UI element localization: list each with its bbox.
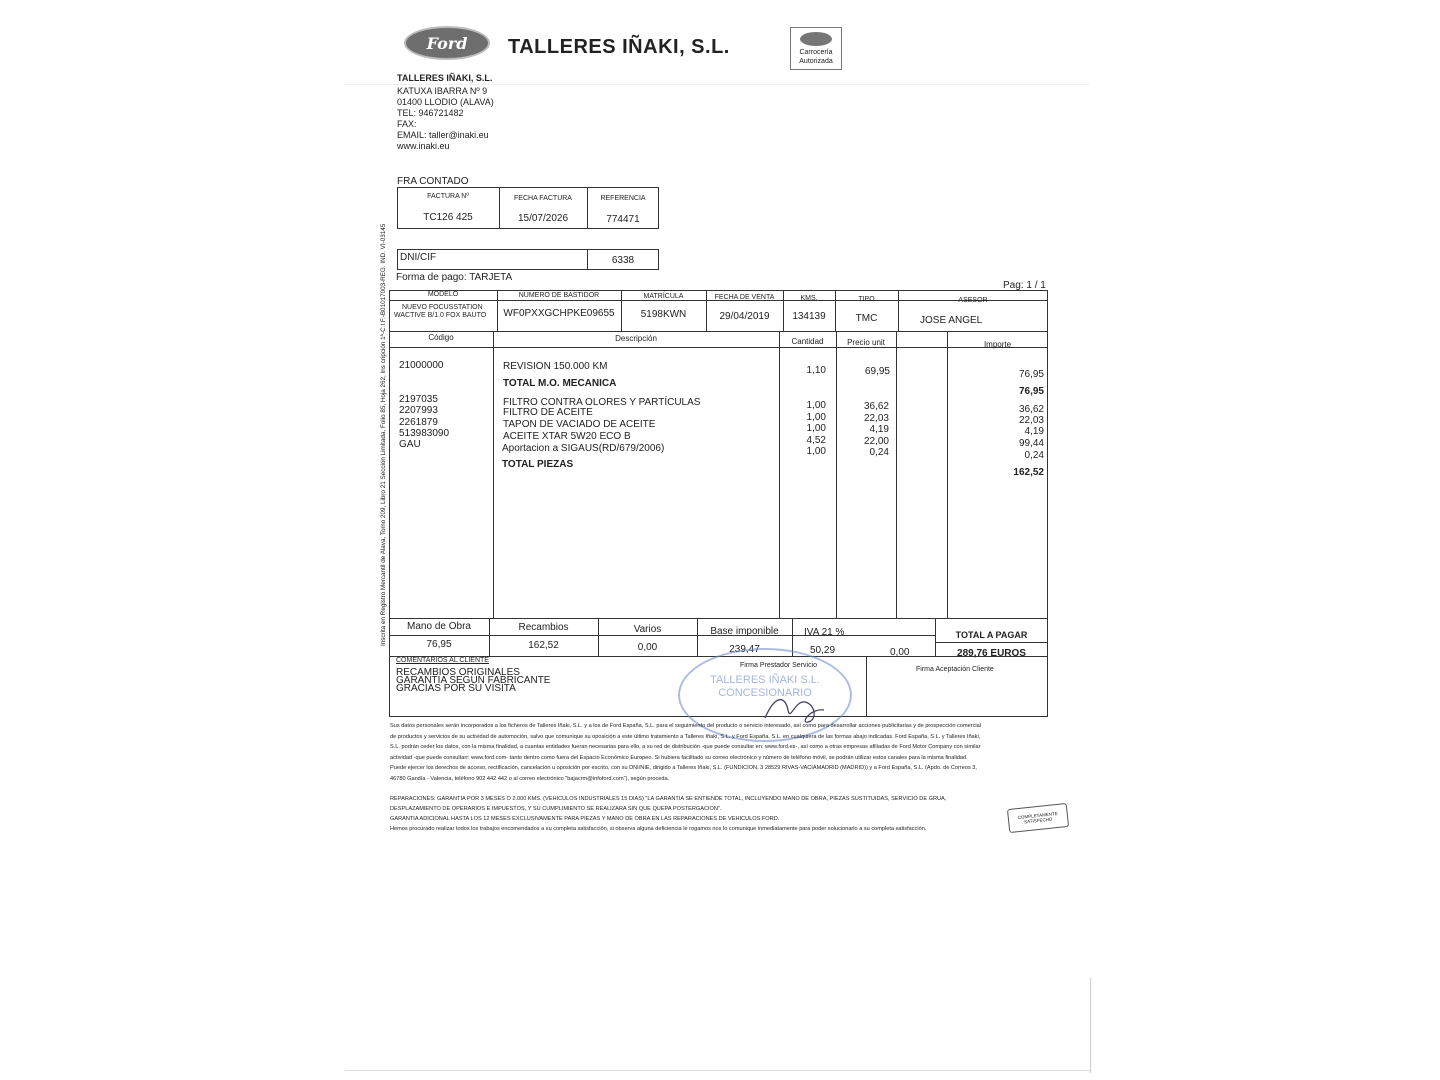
labor-total-label: TOTAL M.O. MECANICA (503, 378, 617, 389)
part-desc: TAPON DE VACIADO DE ACEITE (503, 419, 656, 430)
signature-provider-label: Firma Prestador Servicio (740, 662, 818, 669)
vehicle-model-line1: NUEVO FOCUSSTATION (402, 304, 483, 311)
labor-code: 21000000 (399, 360, 444, 371)
privacy-line: de productos y servicios de su actividad de automoción, salvo que comunique su oposición a este último tratamiento a Talleres Iñaki, S.L. y Ford España, S.L. en cualquiera de las formas abajo indicadas. Ford España, S.L. y Talleres Iñaki, (390, 733, 981, 740)
vehicle-header-model: MODELO (427, 291, 459, 298)
invoice-number: TC126 425 (423, 212, 473, 223)
vehicle-header-kms: KMS. (800, 295, 818, 302)
warranty-line: DESPLAZAMIENTO DE OPERARIOS E IMPUESTOS, Y SU CUMPLIMIENTO SE REALIZARA SIN QUE QUEPA POSTERGACION". (390, 806, 722, 812)
vehicle-sale-date: 29/04/2019 (719, 311, 770, 322)
labor-qty: 1,10 (806, 365, 826, 376)
vehicle-advisor: JOSE ANGEL (920, 315, 983, 326)
comments-line2: GARANTIA SEGUN FABRICANTE (396, 675, 551, 686)
lines-header-price: Precio unit (847, 338, 885, 347)
dni-value: 6338 (611, 255, 635, 266)
scan-edge (345, 1070, 1090, 1071)
part-code: GAU (399, 439, 421, 450)
satisfaction-stamp (1007, 803, 1069, 833)
part-amount: 99,44 (1018, 438, 1044, 449)
invoice-ref-header: REFERENCIA (600, 195, 646, 202)
company-city: 01400 LLODIO (ALAVA) (397, 97, 494, 107)
part-desc: FILTRO CONTRA OLORES Y PARTÍCULAS (503, 397, 701, 408)
privacy-line: Sus datos personales serán incorporados a los ficheros de Talleres Iñaki, S.L. y a los de Ford España, S.L. para el seguimiento del producto o servicio interesado, así como para desarrollar acciones publicitarias y de prospección comercial (390, 723, 981, 729)
part-amount: 4,19 (1024, 426, 1044, 437)
vehicle-plate: 5198KWN (640, 309, 687, 320)
part-qty: 1,00 (806, 423, 826, 434)
totals-header-misc: Varios (633, 624, 662, 635)
lines-header-desc: Descripción (615, 334, 657, 343)
comments-label: COMENTARIOS AL CLIENTE (396, 657, 489, 664)
ford-badge-icon (800, 32, 832, 46)
part-amount: 0,24 (1024, 450, 1044, 461)
invoice-date-header: FECHA FACTURA (514, 195, 572, 202)
totals-labor: 76,95 (426, 639, 452, 650)
part-desc: Aportacion a SIGAUS(RD/679/2006) (502, 443, 665, 454)
company-title: TALLERES IÑAKI, S.L. (508, 36, 730, 58)
company-web: www.inaki.eu (397, 141, 450, 151)
part-qty: 4,52 (806, 435, 826, 446)
vehicle-type: TMC (855, 313, 878, 324)
totals-header-base: Base imponible (710, 626, 779, 637)
badge-line1: Carrocería (799, 49, 833, 56)
satisfaction-stamp-text: COMPLETAMENTE SATISFECHO (1017, 810, 1058, 825)
part-price: 4,19 (869, 424, 889, 435)
totals-header-vat: IVA 21 % (804, 627, 845, 638)
part-amount: 22,03 (1018, 415, 1044, 426)
labor-amount: 76,95 (1018, 369, 1044, 380)
invoice-date: 15/07/2026 (517, 213, 569, 224)
part-code: 2207993 (399, 405, 438, 416)
stamp-text: TALLERES IÑAKI S.L. CONCESIONARIO (710, 674, 820, 699)
vehicle-header-advisor: ASESOR (958, 297, 988, 304)
comments-line1: RECAMBIOS ORIGINALES (396, 667, 520, 678)
totals-misc: 0,00 (637, 642, 658, 653)
company-tel: TEL: 946721482 (397, 108, 464, 118)
invoice-ref: 774471 (606, 214, 640, 225)
totals-base: 239,47 (729, 644, 760, 655)
scan-edge (345, 84, 1090, 85)
vehicle-header-plate: MATRÍCULA (643, 293, 684, 300)
part-desc: FILTRO DE ACEITE (503, 407, 593, 418)
vehicle-header-vin: NÚMERO DE BASTIDOR (518, 292, 600, 299)
signature-client-label: Firma Aceptación Cliente (916, 666, 994, 673)
vehicle-vin: WF0PXXGCHPKE09655 (503, 308, 615, 319)
part-price: 22,03 (863, 413, 889, 424)
dni-label: DNI/CIF (400, 252, 437, 263)
comments-line3: GRACIAS POR SU VISITA (396, 683, 516, 694)
company-address: KATUXA IBARRA Nº 9 (397, 86, 488, 96)
page-number: Pag: 1 / 1 (1003, 280, 1046, 291)
privacy-notice (390, 721, 1040, 784)
totals-grand-total: 289,76 EUROS (957, 648, 1026, 659)
labor-desc: REVISION 150.000 KM (503, 361, 608, 372)
part-code: 2261879 (399, 417, 438, 428)
payment-method: Forma de pago: TARJETA (396, 272, 513, 283)
parts-total: 162,52 (1013, 467, 1044, 478)
privacy-line: Puede ejercer los derechos de acceso, rectificación, cancelación u oposición por escrito, con su DNI/NIE, dirigido a Talleres Iñaki, S.L. (FUNDICION, 3 28529 RIVAS-VACIAMADRID (MADRID)) y a Ford España, S.L. (Apdo. de Correos 3, (390, 765, 977, 771)
part-qty: 1,00 (806, 400, 826, 411)
warranty-notice (390, 794, 1010, 834)
part-qty: 1,00 (806, 446, 826, 457)
warranty-line: Hemos procurado realizar todos los trabajos encomendados a su completa satisfacción, si observa alguna deficiencia le rogamos nos lo comunique inmediatamente para poder solucionarlo a su completa satisfacción. (390, 826, 927, 832)
part-code: 2197035 (399, 394, 438, 405)
part-price: 0,24 (869, 447, 889, 458)
company-email: EMAIL: taller@inaki.eu (397, 130, 489, 140)
totals-header-total: TOTAL A PAGAR (955, 630, 1028, 640)
part-qty: 1,00 (806, 412, 826, 423)
company-name: TALLERES IÑAKI, S.L. (397, 73, 493, 83)
invoice-type: FRA CONTADO (397, 176, 469, 187)
vehicle-model-line2: WACTIVE B/1.0 FOX BAUTO (394, 312, 487, 319)
privacy-line: S.L. podrán ceder los datos, con la misma finalidad, a cuantas entidades fueran necesarias para ello, a su red de distribución -que puede consultar en: www.ford.es-, así como a otras empresas afiliadas de Ford Motor Company con similar (390, 744, 981, 750)
lines-header-qty: Cantidad (791, 337, 824, 346)
parts-total-label: TOTAL PIEZAS (502, 459, 574, 470)
labor-price: 69,95 (864, 366, 890, 377)
part-amount: 36,62 (1018, 404, 1044, 415)
company-fax: FAX: (397, 119, 417, 129)
bodyshop-badge (790, 27, 842, 70)
totals-extra: 0,00 (890, 647, 910, 658)
vehicle-kms: 134139 (792, 311, 826, 322)
lines-header-amount: Importe (983, 340, 1012, 349)
vehicle-header-sale-date: FECHA DE VENTA (714, 294, 775, 301)
scan-edge (1090, 978, 1091, 1073)
totals-vat: 50,29 (810, 645, 836, 656)
part-price: 22,00 (863, 436, 889, 447)
ford-logo: Ford (404, 26, 490, 60)
totals-parts: 162,52 (528, 640, 559, 651)
privacy-line: actividad -que puede consultarr: www.ford.com- tanto dentro como fuera del Espacio Económico Europeo. Si hubiera facilitado su correo electrónico y número de teléfono móvil, se podrán utilizar estos canales para la misma finalidad. (390, 754, 968, 761)
totals-header-parts: Recambios (518, 622, 569, 633)
part-desc: ACEITE XTAR 5W20 ECO B (503, 431, 631, 442)
totals-header-labor: Mano de Obra (407, 621, 471, 632)
vehicle-header-type: TIPO (858, 296, 875, 303)
invoice-number-header: FACTURA Nº (427, 193, 469, 200)
badge-line2: Autorizada (799, 58, 833, 65)
registry-text: Inscrita en Registro Mercantil de Alava, Tomo 209, Libro 21 Sección Limitada, Folio 85, Hoja 262, Ins cripción 1ª-C.I.F.-B01017003-REG. IND. VI-03145 (380, 223, 387, 646)
part-price: 36,62 (863, 401, 889, 412)
privacy-line: 46780 Gandía - Valencia, teléfono 902 442 442 o al correo electrónico "bajacrm@infoford.com"), según proceda. (390, 775, 670, 782)
labor-total: 76,95 (1018, 386, 1044, 397)
part-code: 513983090 (399, 428, 450, 439)
warranty-line: REPARACIONES: GARANTIA POR 3 MESES O 2.000 KMS. (VEHICULOS INDUSTRIALES 15 DIAS) "LA GARANTIA SE ENTIENDE TOTAL, INCLUYENDO MANO DE OBRA, PIEZAS SUSTITUIDAS, SERVICIO DE GRUA, (390, 796, 947, 802)
lines-header-code: Código (428, 333, 454, 342)
warranty-line: GARANTIA ADICIONAL HASTA LOS 12 MESES EXCLUSIVAMENTE PARA PIEZAS Y MANO DE OBRA EN LAS REPARACIONES DE VEHICULOS FORD. (390, 816, 780, 822)
